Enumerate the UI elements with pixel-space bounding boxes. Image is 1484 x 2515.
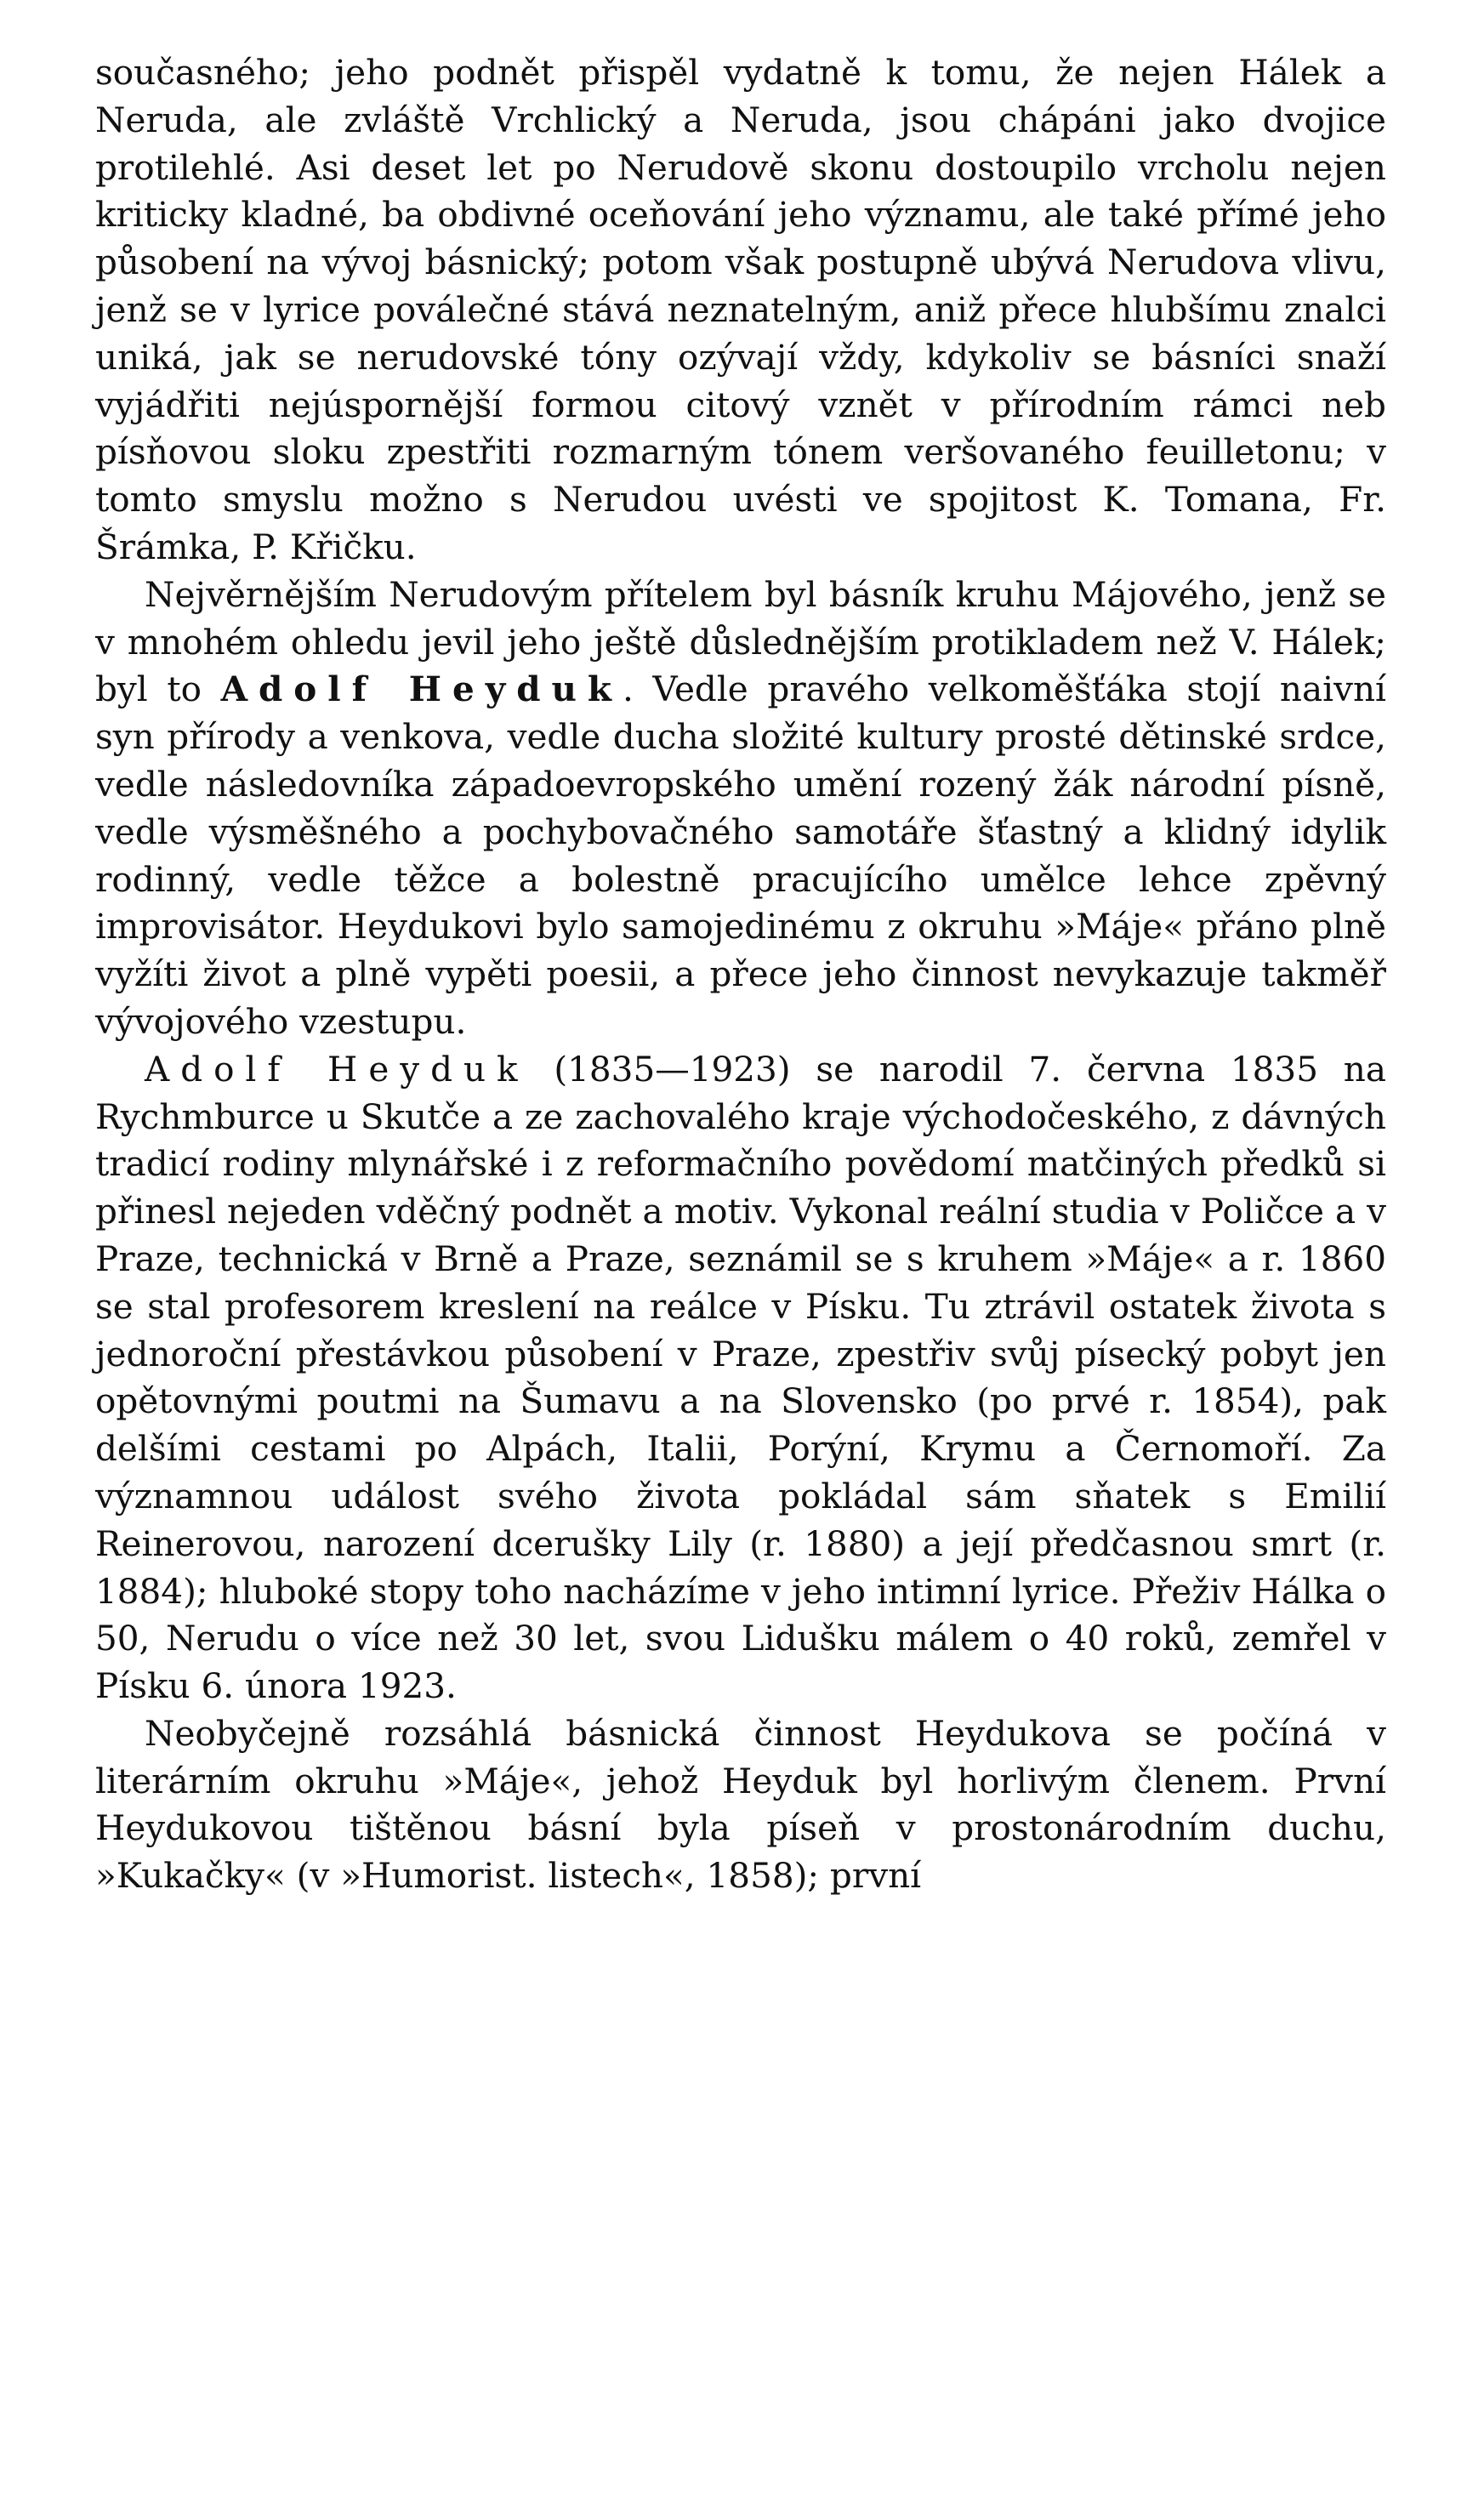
- paragraph-text-before: Nejvěrnějším Nerudovým přítelem byl básník kruhu Májového, jenž se v mnohém ohledu jevil jeho ještě důslednějším protikladem než V. Hálek; byl to: [95, 573, 1386, 710]
- paragraph-heyduk-intro: [95, 572, 1386, 1046]
- paragraph-neruda-influence: [95, 49, 1386, 572]
- document-page: [95, 49, 1386, 1900]
- paragraph-heyduk-work: [95, 1710, 1386, 1900]
- paragraph-text: současného; jeho podnět přispěl vydatně k tomu, že nejen Hálek a Neruda, ale zvláště Vrchlický a Neruda, jsou chápáni jako dvojice protilehlé. Asi deset let po Nerudově skonu dostoupilo vrcholu nejen kriticky kladné, ba obdivné oceňování jeho významu, ale také přímé jeho působení na vývoj básnický; potom však postupně ubývá Nerudova vlivu, jenž se v lyrice poválečné stává neznatelným, aniž přece hlubšímu znalci uniká, jak se nerudovské tóny ozývají vždy, kdykoliv se básníci snaží vyjádřiti nejúspornější formou citový vznět v přírodním rámci neb písňovou sloku zpestřiti rozmarným tónem veršovaného feuilletonu; v tomto smyslu možno s Nerudou uvésti ve spojitost K. Tomana, Fr. Šrámka, P. Křičku.: [95, 52, 1386, 567]
- author-name-spaced: Adolf Heyduk: [145, 1048, 529, 1090]
- paragraph-text-after: (1835—1923) se narodil 7. června 1835 na Rychmburce u Skutče a ze zachovalého kraje východočeského, z dávných tradicí rodiny mlynářské i z reformačního povědomí matčiných předků si přinesl nejeden vděčný podnět a motiv. Vykonal reální studia v Poličce a v Praze, technická v Brně a Praze, seznámil se s kruhem »Máje« a r. 1860 se stal profesorem kreslení na reálce v Písku. Tu ztrávil ostatek života s jednoroční přestávkou působení v Praze, zpestřiv svůj písecký pobyt jen opětovnými poutmi na Šumavu a na Slovensko (po prvé r. 1854), pak delšími cestami po Alpách, Italii, Porýní, Krymu a Černomoří. Za významnou událost svého života pokládal sám sňatek s Emilií Reinerovou, narození dcerušky Lily (r. 1880) a její předčasnou smrt (r. 1884); hluboké stopy toho nacházíme v jeho intimní lyrice. Přeživ Hálka o 50, Nerudu o více než 30 let, svou Lidušku málem o 40 roků, zemřel v Písku 6. února 1923.: [95, 1048, 1386, 1707]
- paragraph-heyduk-biography: [95, 1046, 1386, 1710]
- paragraph-text: Neobyčejně rozsáhlá básnická činnost Heydukova se počíná v literárním okruhu »Máje«, jehož Heyduk byl horlivým členem. První Heydukovou tištěnou básní byla píseň v prostonárodním duchu, »Kukačky« (v »Humorist. listech«, 1858); první: [95, 1712, 1386, 1897]
- author-name-emphasis: Adolf Heyduk: [220, 669, 623, 710]
- paragraph-text-after: . Vedle pravého velkoměšťáka stojí naivní syn přírody a venkova, vedle ducha složité kultury prosté dětinské srdce, vedle následovníka západoevropského umění rozený žák národní písně, vedle výsměšného a pochybovačného samotáře šťastný a klidný idylik rodinný, vedle těžce a bolestně pracujícího umělce lehce zpěvný improvisátor. Heydukovi bylo samojedinému z okruhu »Máje« přáno plně vyžíti život a plně vypěti poesii, a přece jeho činnost nevykazuje takměř vývojového vzestupu.: [95, 669, 1386, 1042]
